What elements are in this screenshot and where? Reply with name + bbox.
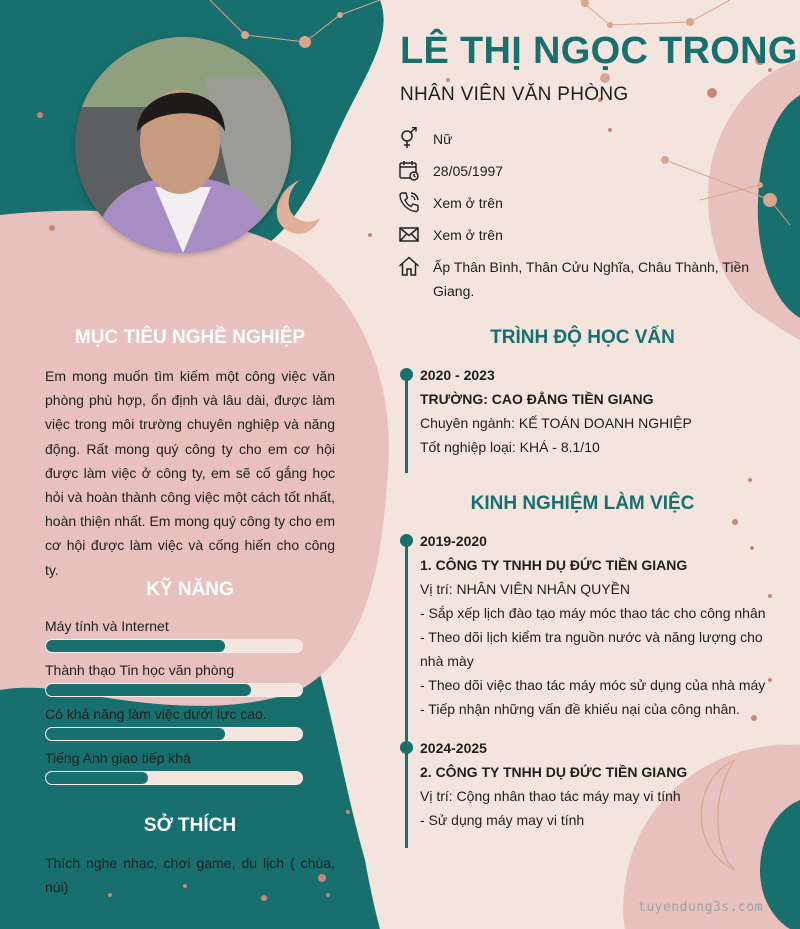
- skill-bar-fill: [46, 640, 225, 652]
- education-entry: [420, 363, 770, 459]
- experience-heading: KINH NGHIỆM LÀM VIỆC: [470, 493, 695, 514]
- home-icon: [398, 255, 420, 277]
- info-email: [398, 223, 503, 247]
- education-grade: Tốt nghiệp loại: KHÁ - 8.1/10: [420, 439, 600, 455]
- skill-bar: [45, 771, 303, 785]
- job-period: 2019-2020: [420, 533, 487, 549]
- gender-icon: [398, 127, 420, 149]
- info-birthday: [398, 159, 503, 183]
- gender-value: Nữ: [433, 131, 453, 147]
- skill-label: Máy tính và Internet: [45, 618, 169, 634]
- experience-timeline: [405, 540, 408, 848]
- job-entry-2: [420, 736, 768, 832]
- skill-item: [45, 749, 303, 785]
- skill-bar-fill: [46, 684, 251, 696]
- skill-bar: [45, 683, 303, 697]
- skill-item: [45, 617, 303, 653]
- job-position: Vị trí: NHÂN VIÊN NHÂN QUYỀN: [420, 581, 631, 597]
- objective-text: Em mong muốn tìm kiếm một công việc văn phòng phù hợp, ổn định và lâu dài, được làm việc trong môi trường chuyên nghiệp và năng động. Rất mong quý công ty cho em cơ hội được làm việc ở công ty, em sẽ cố gắng học hỏi và hoàn thành công việc một cách tốt nhất, hoàn thiện nhất. Em mong quý công ty cho em cơ hội được làm việc và cống hiến cho công ty.: [45, 368, 335, 578]
- skill-bar-fill: [46, 728, 225, 740]
- skill-bar: [45, 639, 303, 653]
- info-address: [398, 255, 773, 303]
- skill-item: [45, 661, 303, 697]
- email-icon: [398, 223, 420, 245]
- skill-label: Thành thạo Tin học văn phòng: [45, 662, 235, 678]
- experience-timeline-dot: [400, 741, 413, 754]
- job-duty: - Tiếp nhận những vấn đề khiếu nại của công nhân.: [420, 701, 740, 717]
- skill-item: [45, 705, 303, 741]
- job-duty: - Theo dõi việc thao tác máy móc sử dụng của nhà máy: [420, 677, 766, 693]
- job-company: 1. CÔNG TY TNHH DỤ ĐỨC TIỀN GIANG: [420, 557, 688, 573]
- education-school: TRƯỜNG: CAO ĐẲNG TIỀN GIANG: [420, 391, 654, 407]
- job-company: 2. CÔNG TY TNHH DỤ ĐỨC TIỀN GIANG: [420, 764, 688, 780]
- skill-bar: [45, 727, 303, 741]
- hobbies-text: Thích nghe nhạc, chơi game, du lịch ( chùa, núi): [45, 855, 335, 896]
- info-phone: [398, 191, 503, 215]
- job-entry-1: [420, 529, 768, 721]
- job-duty: - Sử dụng máy may vi tính: [420, 812, 585, 828]
- objective-heading: MỤC TIÊU NGHỀ NGHIỆP: [74, 327, 306, 348]
- address-value: Ấp Thân Bình, Thân Cửu Nghĩa, Châu Thành, Tiền Giang.: [433, 259, 750, 299]
- skills-heading: KỸ NĂNG: [146, 579, 234, 600]
- skill-label: Có khả năng làm việc dưới lực cao.: [45, 706, 267, 722]
- job-duty: - Theo dõi lịch kiểm tra nguồn nước và năng lượng cho nhà mày: [420, 629, 763, 669]
- profile-photo: [75, 37, 291, 253]
- job-title: NHÂN VIÊN VĂN PHÒNG: [400, 84, 629, 105]
- skill-label: Tiếng Anh giao tiếp khá: [45, 750, 191, 766]
- education-major: Chuyên ngành: KẾ TOÁN DOANH NGHIỆP: [420, 415, 692, 431]
- education-period: 2020 - 2023: [420, 367, 495, 383]
- job-position: Vị trí: Cộng nhân thao tác máy may vi tính: [420, 788, 681, 804]
- info-gender: [398, 127, 452, 151]
- job-duty: - Sắp xếp lịch đào tạo máy móc thao tác cho công nhân: [420, 605, 766, 621]
- job-period: 2024-2025: [420, 740, 487, 756]
- skill-bar-fill: [46, 772, 148, 784]
- birthday-value: 28/05/1997: [433, 163, 504, 179]
- watermark: tuyendung3s.com: [638, 900, 763, 915]
- education-heading: TRÌNH ĐỘ HỌC VẤN: [490, 327, 675, 348]
- experience-timeline-dot: [400, 534, 413, 547]
- email-value: Xem ở trên: [433, 227, 503, 243]
- education-timeline: [405, 375, 408, 473]
- phone-value: Xem ở trên: [433, 195, 503, 211]
- candidate-name: LÊ THỊ NGỌC TRONG: [400, 30, 798, 72]
- education-timeline-dot: [400, 368, 413, 381]
- hobbies-heading: SỞ THÍCH: [143, 815, 237, 836]
- phone-icon: [398, 191, 420, 213]
- calendar-icon: [398, 159, 420, 181]
